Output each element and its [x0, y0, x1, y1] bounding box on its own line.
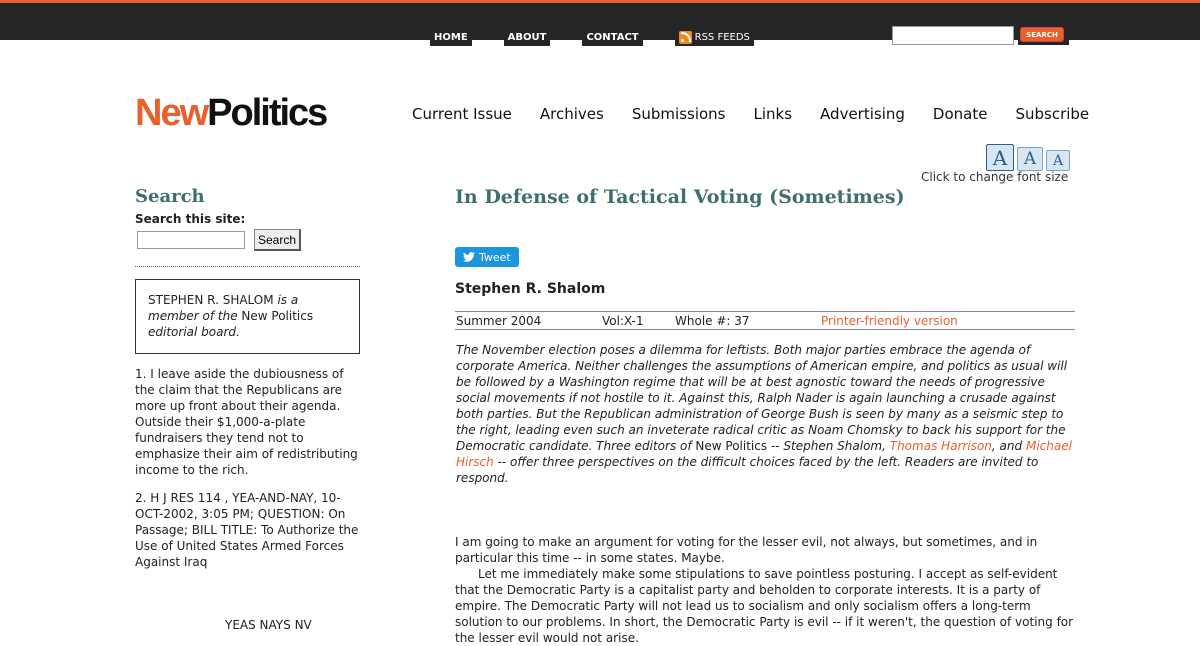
- article-author: Stephen R. Shalom: [455, 281, 606, 297]
- nav-donate[interactable]: Donate: [932, 105, 988, 123]
- abstract-text-1: The November election poses a dilemma for leftists. Both major parties embrace the agenda of corporate America. Neither challenges the assumptions of American empire, and politics as usual will be followed by a Washington regime that will be at best agnostic toward the needs of progressive social movements if not hostile to it. Against this, Ralph Nader is again launching a crusade against both parties. But the Republican administration of George Bush is seen by many as a seismic step to the right, leading even such an inveterate radical critic as Noam Chomsky to back his support for the Democratic candidate. Three editors of: [456, 343, 1068, 453]
- nav-submissions[interactable]: Submissions: [631, 105, 726, 123]
- font-size-small-button[interactable]: A: [1046, 150, 1070, 171]
- sidebar-search-label: Search this site:: [135, 212, 246, 226]
- top-search: [892, 26, 1069, 45]
- body-paragraph-2: Let me immediately make some stipulations to save pointless posturing. I accept as self-evident that the Democratic Party is a capitalist party and beholden to corporate interests. It is a party of empire. The Democratic Party will not lead us to socialism and only socialism offers a long-term solution to our problems. In short, the Democratic Party is evil -- if it weren't, the question of voting for the lesser evil would not arise.: [455, 567, 1074, 645]
- nav-subscribe[interactable]: Subscribe: [1015, 105, 1090, 123]
- sidebar-search-form: [135, 229, 360, 267]
- nav-archives[interactable]: Archives: [539, 105, 604, 123]
- top-nav: [430, 30, 754, 46]
- twitter-bird-icon: [463, 252, 475, 262]
- top-nav-rss[interactable]: [675, 30, 754, 46]
- author-bio: [135, 279, 360, 354]
- font-size-large-button[interactable]: A: [986, 144, 1014, 171]
- tweet-button[interactable]: [455, 247, 519, 267]
- article-meta: [455, 311, 1075, 330]
- top-nav-contact[interactable]: CONTACT: [582, 30, 642, 46]
- bio-name: STEPHEN R. SHALOM: [148, 293, 274, 307]
- tweet-label: Tweet: [479, 250, 511, 264]
- top-nav-about[interactable]: ABOUT: [504, 30, 551, 46]
- printer-friendly-link[interactable]: Printer-friendly version: [821, 313, 958, 328]
- article: [455, 186, 1075, 646]
- bio-text-2: editorial board.: [148, 325, 240, 339]
- sidebar-search-input[interactable]: [137, 231, 245, 249]
- sidebar: [135, 186, 360, 632]
- abstract-publication: New Politics: [695, 439, 768, 453]
- meta-issue: Summer 2004: [456, 313, 542, 328]
- font-size-medium-button[interactable]: A: [1017, 147, 1043, 171]
- nav-advertising[interactable]: Advertising: [820, 105, 905, 123]
- article-abstract: [455, 342, 1075, 486]
- site-logo[interactable]: [135, 92, 326, 135]
- article-body: [455, 534, 1075, 646]
- author-link-harrison[interactable]: Thomas Harrison: [889, 439, 992, 453]
- top-nav-home[interactable]: HOME: [430, 30, 472, 46]
- rss-icon: [679, 31, 692, 44]
- rss-label: RSS FEEDS: [694, 31, 750, 43]
- top-search-input[interactable]: [892, 26, 1014, 45]
- logo-politics: Politics: [207, 92, 327, 134]
- abstract-text-3: , and: [991, 439, 1023, 453]
- footnote-1: 1. I leave aside the dubiousness of the claim that the Republicans are more up front about their agenda. Outside their $1,000-a-plate fundraisers they tend not to emphasize their aim of redistributing income to the rich.: [135, 367, 358, 477]
- bio-text-1: is a member of the: [148, 293, 299, 323]
- footnote-2: 2. H J RES 114 , YEA-AND-NAY, 10-OCT-2002, 3:05 PM; QUESTION: On Passage; BILL TITLE: To Authorize the Use of United States Armed Forces Against Iraq: [135, 491, 359, 569]
- sidebar-search-title: Search: [135, 186, 205, 207]
- font-size-controls: [986, 144, 1070, 171]
- meta-whole-number: Whole #: 37: [675, 313, 750, 328]
- top-search-button[interactable]: SEARCH: [1020, 27, 1064, 42]
- logo-new: New: [135, 92, 208, 134]
- nav-links[interactable]: Links: [753, 105, 793, 123]
- main-nav: [412, 105, 1089, 123]
- font-size-hint: Click to change font size: [921, 170, 1069, 184]
- meta-volume: Vol:X-1: [602, 313, 644, 328]
- abstract-text-4: -- offer three perspectives on the difficult choices faced by the left. Readers are invited to respond.: [456, 455, 1039, 485]
- author-link-hirsch[interactable]: Michael Hirsch: [456, 439, 1072, 469]
- abstract-text-2: -- Stephen Shalom,: [770, 439, 886, 453]
- nav-current-issue[interactable]: Current Issue: [412, 105, 512, 123]
- body-paragraph-1: I am going to make an argument for voting for the lesser evil, not always, but sometimes, and in particular this time -- in some states. Maybe.: [455, 535, 1038, 565]
- article-title: In Defense of Tactical Voting (Sometimes): [455, 186, 905, 208]
- votes-header: YEAS NAYS NV: [225, 618, 312, 632]
- bio-publication: New Politics: [241, 309, 314, 323]
- sidebar-search-button[interactable]: Search: [254, 229, 301, 251]
